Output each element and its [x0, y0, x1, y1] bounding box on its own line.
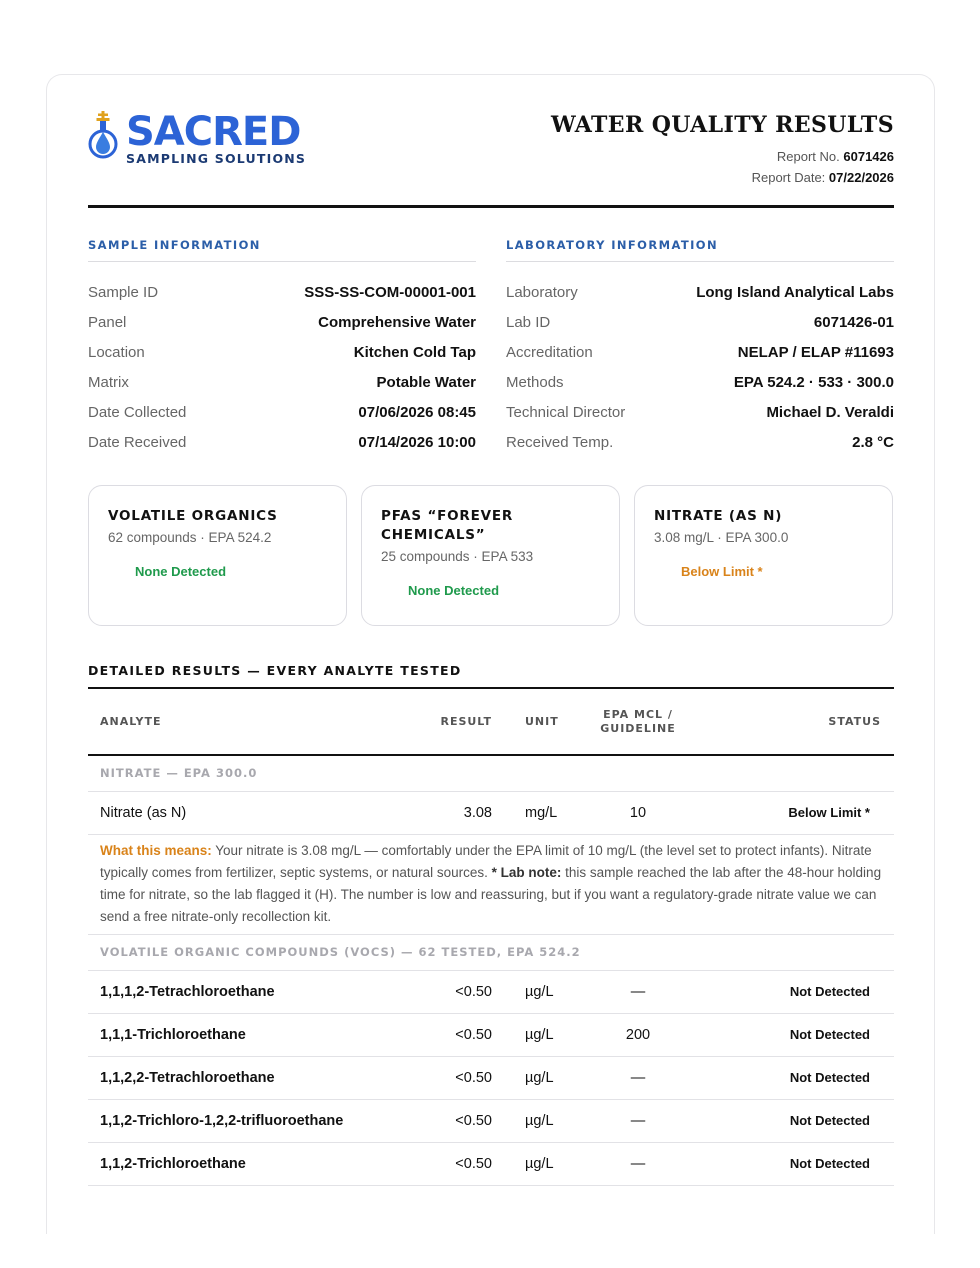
section-title: LABORATORY INFORMATION [506, 238, 894, 262]
analyte-name: 1,1,1,2-Tetrachloroethane [88, 970, 429, 1013]
logo-tagline: SAMPLING SOLUTIONS [126, 151, 307, 166]
report-number-label: Report No. [776, 149, 840, 164]
info-value: 07/14/2026 10:00 [358, 433, 476, 451]
unit-value: µg/L [492, 970, 586, 1013]
result-value: <0.50 [429, 1142, 492, 1185]
info-label: Received Temp. [506, 433, 614, 451]
unit-value: µg/L [492, 1056, 586, 1099]
info-row [506, 427, 894, 457]
group-header-row [88, 755, 894, 791]
summary-subtitle: 3.08 mg/L · EPA 300.0 [654, 530, 789, 545]
info-row [506, 337, 894, 367]
result-value: <0.50 [429, 1056, 492, 1099]
info-label: Location [88, 343, 145, 361]
info-value: Comprehensive Water [318, 313, 476, 331]
summary-title: PFAS “FOREVER CHEMICALS” [381, 508, 514, 543]
info-label: Sample ID [88, 283, 159, 301]
info-row [88, 397, 476, 427]
table-row [88, 791, 894, 834]
report-number-value: 6071426 [843, 149, 894, 164]
result-value: <0.50 [429, 970, 492, 1013]
summary-subtitle: 62 compounds · EPA 524.2 [108, 530, 272, 545]
table-row [88, 1099, 894, 1142]
table-header-row [88, 689, 894, 755]
info-row [88, 367, 476, 397]
report-header [88, 108, 894, 206]
column-header-result: RESULT [429, 689, 492, 755]
report-number [551, 146, 894, 167]
info-row [506, 277, 894, 307]
info-value: Long Island Analytical Labs [696, 283, 894, 301]
info-row [506, 397, 894, 427]
info-label: Date Received [88, 433, 187, 451]
info-label: Methods [506, 373, 564, 391]
status-badge: Not Detected [690, 970, 894, 1013]
info-label: Date Collected [88, 403, 187, 421]
summary-card-nitrate [634, 485, 893, 626]
table-row [88, 1056, 894, 1099]
analyte-name: Nitrate (as N) [88, 791, 429, 834]
column-header-status: STATUS [690, 689, 894, 755]
info-label: Technical Director [506, 403, 626, 421]
info-value: 07/06/2026 08:45 [358, 403, 476, 421]
summary-status: None Detected [408, 583, 500, 598]
flask-drop-icon [88, 110, 124, 168]
status-badge: Below Limit * [690, 791, 894, 834]
detailed-results-title: DETAILED RESULTS — EVERY ANALYTE TESTED [88, 663, 462, 678]
summary-subtitle: 25 compounds · EPA 533 [381, 549, 534, 564]
group-header-row [88, 934, 894, 970]
status-badge: Not Detected [690, 1099, 894, 1142]
result-value: <0.50 [429, 1013, 492, 1056]
table-row [88, 1142, 894, 1185]
table-row [88, 970, 894, 1013]
info-row [506, 307, 894, 337]
unit-value: µg/L [492, 1142, 586, 1185]
summary-card-pfas [361, 485, 620, 626]
column-header-unit: UNIT [492, 689, 586, 755]
info-value: EPA 524.2 · 533 · 300.0 [733, 373, 894, 391]
info-value: Kitchen Cold Tap [353, 343, 476, 361]
info-row [88, 337, 476, 367]
info-label: Panel [88, 313, 127, 331]
results-table [88, 689, 894, 1186]
analyte-name: 1,1,2-Trichloroethane [88, 1142, 429, 1185]
analyte-name: 1,1,1-Trichloroethane [88, 1013, 429, 1056]
explanation-text [88, 834, 894, 934]
column-header-mcl: EPA MCL / GUIDELINE [586, 689, 690, 755]
title-block [551, 110, 894, 188]
result-value: <0.50 [429, 1099, 492, 1142]
info-value: SSS-SS-COM-00001-001 [304, 283, 476, 301]
summary-card-volatile-organics [88, 485, 347, 626]
group-header: VOLATILE ORGANIC COMPOUNDS (VOCS) — 62 TESTED, EPA 524.2 [88, 934, 894, 970]
summary-status: None Detected [135, 564, 227, 579]
lab-note-label: * Lab note: [491, 864, 562, 880]
summary-title: NITRATE (AS N) [654, 508, 783, 524]
analyte-name: 1,1,2-Trichloro-1,2,2-trifluoroethane [88, 1099, 429, 1142]
info-label: Matrix [88, 373, 129, 391]
laboratory-information [506, 238, 894, 457]
mcl-value: — [586, 1142, 690, 1185]
lab-note-body: this sample reached the lab after the 48-hour holding time for nitrate, so the lab flagged it (H). The number is low and reassuring, but if you want a regulatory-grade nitrate value we can send a free nitrate-only recollection kit. [100, 864, 882, 924]
mcl-value: — [586, 970, 690, 1013]
explanation-body: Your nitrate is 3.08 mg/L — comfortably under the EPA limit of 10 mg/L (the level set to protect infants). Nitrate typically comes from fertilizer, septic systems, or natural sources. [100, 842, 872, 880]
column-header-analyte: ANALYTE [88, 689, 429, 755]
explanation-row [88, 834, 894, 934]
report-date-value: 07/22/2026 [828, 170, 894, 185]
table-row [88, 1013, 894, 1056]
info-label: Lab ID [506, 313, 551, 331]
unit-value: µg/L [492, 1099, 586, 1142]
report-date [551, 167, 894, 188]
company-logo [88, 110, 318, 172]
info-row [88, 307, 476, 337]
info-value: NELAP / ELAP #11693 [737, 343, 894, 361]
info-row [506, 367, 894, 397]
summary-title: VOLATILE ORGANICS [108, 508, 278, 524]
mcl-value: — [586, 1056, 690, 1099]
unit-value: mg/L [492, 791, 586, 834]
analyte-name: 1,1,2,2-Tetrachloroethane [88, 1056, 429, 1099]
mcl-value: 200 [586, 1013, 690, 1056]
page-title: WATER QUALITY RESULTS [551, 112, 894, 138]
status-badge: Not Detected [690, 1013, 894, 1056]
group-header: NITRATE — EPA 300.0 [88, 755, 894, 791]
info-value: 2.8 °C [852, 433, 894, 451]
status-badge: Not Detected [690, 1142, 894, 1185]
explanation-lead: What this means: [100, 842, 212, 858]
info-label: Accreditation [506, 343, 593, 361]
section-title: SAMPLE INFORMATION [88, 238, 476, 262]
mcl-value: 10 [586, 791, 690, 834]
status-badge: Not Detected [690, 1056, 894, 1099]
unit-value: µg/L [492, 1013, 586, 1056]
info-label: Laboratory [506, 283, 578, 301]
summary-status: Below Limit * [681, 564, 763, 579]
info-row [88, 427, 476, 457]
mcl-value: — [586, 1099, 690, 1142]
result-value: 3.08 [429, 791, 492, 834]
sample-information [88, 238, 476, 457]
info-value: Michael D. Veraldi [766, 403, 894, 421]
info-value: Potable Water [376, 373, 476, 391]
info-value: 6071426-01 [813, 313, 894, 331]
header-divider [88, 205, 894, 208]
report-date-label: Report Date: [751, 170, 826, 185]
logo-wordmark: SACRED [126, 109, 301, 155]
info-row [88, 277, 476, 307]
